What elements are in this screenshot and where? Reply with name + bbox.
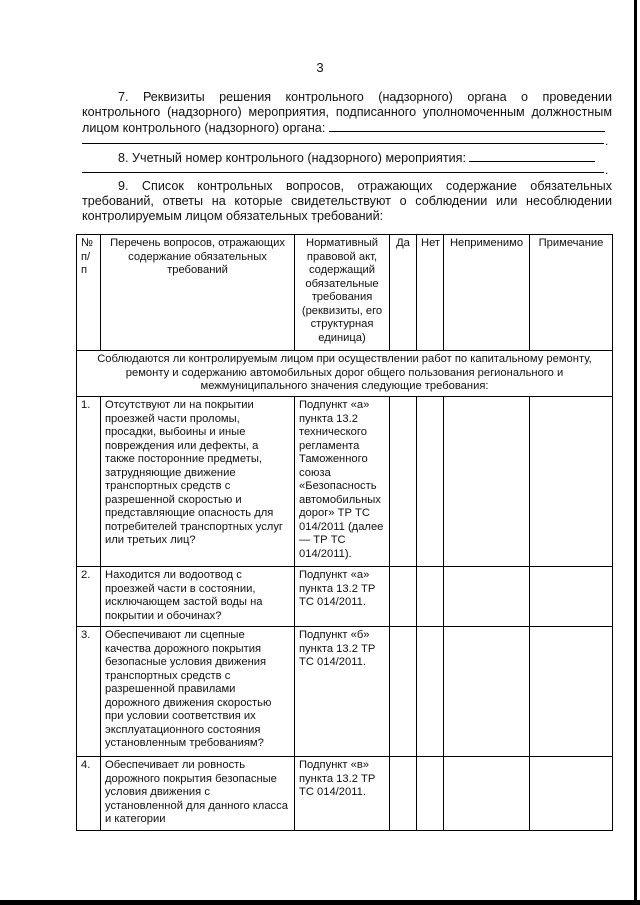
item-8-fill-line: [469, 150, 595, 162]
item-7-fill-line: [329, 120, 605, 132]
header-yes: Да: [390, 235, 417, 351]
item-7-paragraph: [82, 90, 612, 136]
row-note-cell: [530, 627, 613, 757]
item-7-continuation-line: [82, 143, 604, 144]
row-na-cell: [444, 397, 530, 567]
row-legal-act: Подпункт «б» пункта 13.2 ТР ТС 014/2011.: [295, 627, 390, 757]
row-number: 4.: [77, 757, 101, 831]
row-question: Отсутствуют ли на покрытии проезжей части проломы, просадки, выбоины и иные повреждения или дефекты, а также посторонние предметы, затрудняющие движение транспортных средств с разрешенной скоростью и представляющие опасность для потребителей транспортных услуг или третьих лиц?: [101, 397, 295, 567]
table-row: [77, 627, 613, 757]
row-yes-cell: [390, 397, 417, 567]
row-legal-act: Подпункт «а» пункта 13.2 технического регламента Таможенного союза «Безопасность автомобильных дорог» ТР ТС 014/2011 (далее — ТР ТС 014/2011).: [295, 397, 390, 567]
row-na-cell: [444, 567, 530, 627]
row-legal-act: Подпункт «в» пункта 13.2 ТР ТС 014/2011.: [295, 757, 390, 831]
row-na-cell: [444, 627, 530, 757]
row-yes-cell: [390, 757, 417, 831]
table-row: [77, 397, 613, 567]
table-row: [77, 567, 613, 627]
row-note-cell: [530, 757, 613, 831]
page-edge-right: [634, 0, 637, 905]
row-legal-act: Подпункт «а» пункта 13.2 ТР ТС 014/2011.: [295, 567, 390, 627]
row-no-cell: [417, 627, 444, 757]
header-num: № п/п: [77, 235, 101, 351]
item-7-text: 7. Реквизиты решения контрольного (надзорного) органа о проведении контрольного (надзорного) мероприятия, подписанного уполномоченным должностным лицом контрольного (надзорного) органа:: [82, 90, 612, 135]
table-header-row: [77, 235, 613, 351]
header-note: Примечание: [530, 235, 613, 351]
row-question: Обеспечивает ли ровность дорожного покрытия безопасные условия движения с установленной для данного класса и категории: [101, 757, 295, 831]
header-act: Нормативный правовой акт, содержащий обязательные требования (реквизиты, его структурная единица): [295, 235, 390, 351]
row-number: 2.: [77, 567, 101, 627]
row-yes-cell: [390, 567, 417, 627]
row-yes-cell: [390, 627, 417, 757]
page-edge-bottom: [0, 900, 640, 905]
table-row: [77, 757, 613, 831]
row-na-cell: [444, 757, 530, 831]
row-no-cell: [417, 567, 444, 627]
header-questions: Перечень вопросов, отражающих содержание обязательных требований: [101, 235, 295, 351]
row-note-cell: [530, 397, 613, 567]
row-question: Находится ли водоотвод с проезжей части в состоянии, исключающем застой воды на покрытии и обочинах?: [101, 567, 295, 627]
section-heading: Соблюдаются ли контролируемым лицом при осуществлении работ по капитальному ремонту, ремонту и содержанию автомобильных дорог общего пользования регионального и межмуниципального значения следующие требования:: [77, 351, 613, 397]
page-number: 3: [316, 60, 324, 75]
row-number: 1.: [77, 397, 101, 567]
row-note-cell: [530, 567, 613, 627]
item-9-text: 9. Список контрольных вопросов, отражающих содержание обязательных требований, ответы на которые свидетельствуют о соблюдении или несоблюдении контролируемым лицом обязательных требований:: [82, 179, 612, 223]
row-no-cell: [417, 397, 444, 567]
row-question: Обеспечивают ли сцепные качества дорожного покрытия безопасные условия движения транспортных средств с разрешенной правилами дорожного движения скоростью при условии соответствия их эксплуатационного состояния установленным требованиям?: [101, 627, 295, 757]
header-no: Нет: [417, 235, 444, 351]
item-8-paragraph: [82, 150, 612, 166]
checklist-table: [76, 234, 613, 831]
row-no-cell: [417, 757, 444, 831]
item-8-continuation-line: [82, 172, 604, 173]
table-section-row: [77, 351, 613, 397]
header-not-applicable: Неприменимо: [444, 235, 530, 351]
item-9-paragraph: [82, 179, 612, 224]
item-8-text: 8. Учетный номер контрольного (надзорного) мероприятия:: [118, 151, 466, 165]
row-number: 3.: [77, 627, 101, 757]
